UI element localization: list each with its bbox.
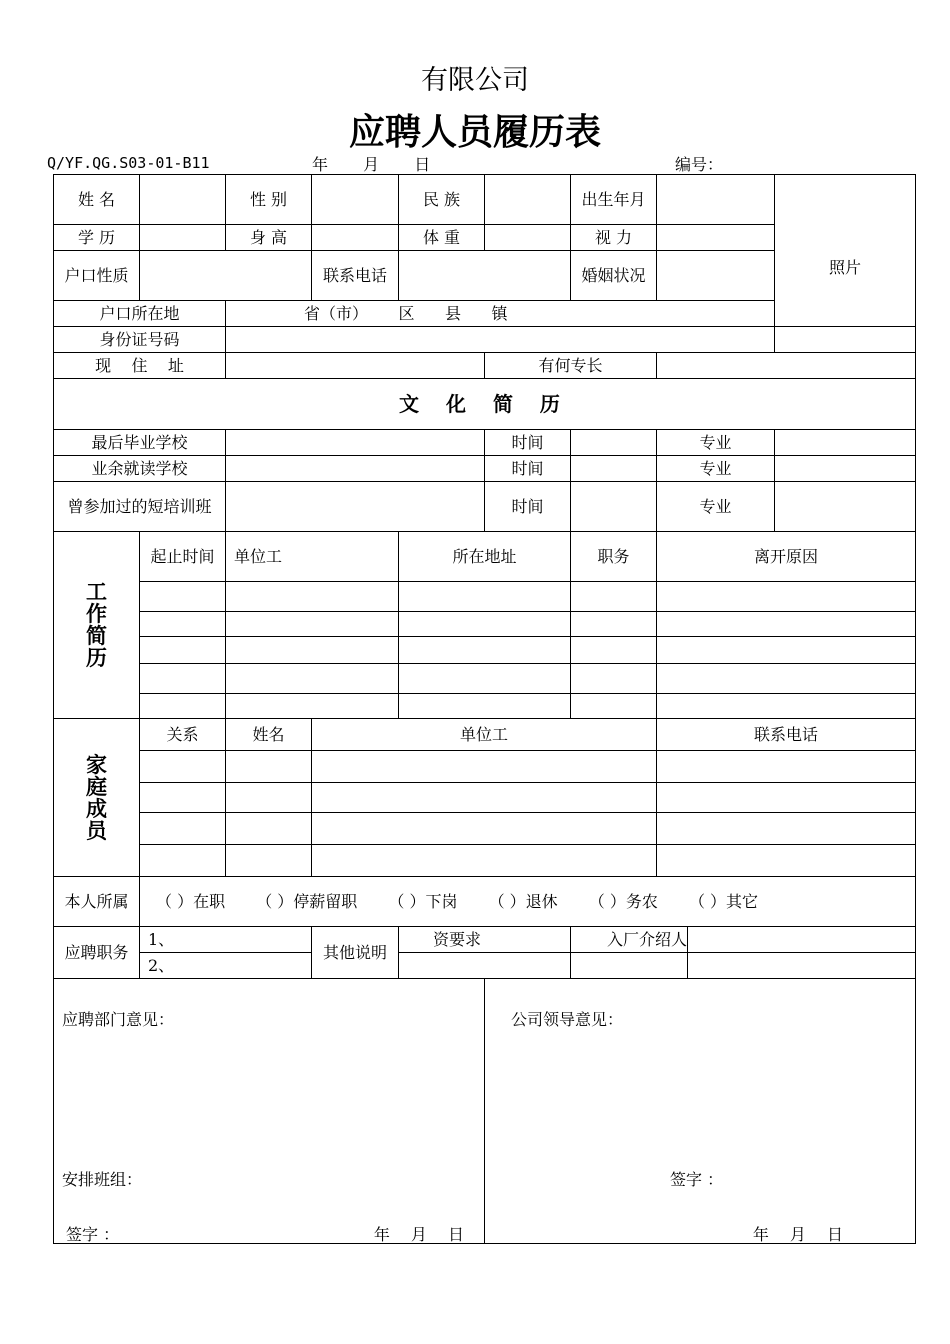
family-cell[interactable] — [226, 845, 312, 877]
family-cell[interactable] — [312, 813, 657, 845]
field-gender[interactable] — [312, 175, 399, 225]
label-ethnicity: 民 族 — [399, 175, 485, 225]
education-time-label: 时间 — [485, 456, 571, 482]
field-major[interactable] — [775, 456, 916, 482]
work-cell[interactable] — [399, 694, 571, 719]
field-marital[interactable] — [657, 251, 775, 301]
status-option-retired[interactable]: （ ）退休 — [488, 892, 558, 911]
work-header: 起止时间 — [140, 532, 226, 582]
family-cell[interactable] — [657, 783, 916, 813]
status-row — [54, 877, 916, 927]
label-specialty: 有何专长 — [485, 353, 657, 379]
form-number-label: 编号： — [675, 155, 724, 174]
field-weight[interactable] — [485, 225, 571, 251]
table-row — [54, 612, 916, 637]
field-major[interactable] — [775, 482, 916, 532]
table-row — [54, 845, 916, 877]
position-2[interactable]: 2、 — [140, 953, 312, 979]
form-date — [312, 152, 460, 175]
row-basic-1 — [54, 175, 916, 225]
education-section-title: 文 化 简 历 — [54, 379, 916, 430]
table-row — [54, 664, 916, 694]
leader-sign-label: 签字 ： — [670, 1170, 724, 1189]
status-option-unpaid-leave[interactable]: （ ）停薪留职 — [256, 892, 358, 911]
family-section-title: 家庭成员 — [86, 752, 107, 843]
label-vision: 视 力 — [571, 225, 657, 251]
dept-sign-label: 签字 ： — [66, 1225, 120, 1244]
field-id-number[interactable] — [226, 327, 775, 353]
resume-form-table — [53, 174, 916, 1244]
family-cell[interactable] — [312, 783, 657, 813]
status-option-employed[interactable]: （ ）在职 — [156, 892, 226, 911]
work-cell[interactable] — [399, 612, 571, 637]
family-cell[interactable] — [312, 845, 657, 877]
page-title: 应聘人员履历表 — [348, 112, 601, 153]
work-cell[interactable] — [140, 694, 226, 719]
hukou-place-units: 省（市） 区 县 镇 — [304, 304, 508, 323]
row-education-title — [54, 379, 916, 430]
work-cell[interactable] — [657, 637, 916, 664]
form-code: Q/YF.QG.S03-01-B11 — [47, 154, 210, 172]
work-cell[interactable] — [657, 612, 916, 637]
family-cell[interactable] — [140, 751, 226, 783]
label-hukou-type: 户口性质 — [54, 251, 140, 301]
education-row — [54, 456, 916, 482]
dept-opinion-label: 应聘部门意见： — [62, 1010, 175, 1029]
education-major-label: 专业 — [657, 482, 775, 532]
date-year: 年 — [312, 155, 329, 174]
salary-label: 资要求 — [399, 927, 571, 953]
status-option-laid-off[interactable]: （ ）下岗 — [388, 892, 458, 911]
status-option-farming[interactable]: （ ）务农 — [588, 892, 658, 911]
salary-field[interactable] — [399, 953, 571, 979]
field-phone[interactable] — [399, 251, 571, 301]
photo-label: 照片 — [828, 258, 861, 277]
family-cell[interactable] — [312, 751, 657, 783]
status-label: 本人所属 — [54, 877, 140, 927]
family-cell[interactable] — [657, 751, 916, 783]
table-row — [54, 751, 916, 783]
table-row — [54, 694, 916, 719]
family-header: 联系电话 — [657, 719, 916, 751]
other-field-2[interactable] — [688, 953, 916, 979]
work-cell[interactable] — [399, 664, 571, 694]
field-hukou-type[interactable] — [140, 251, 312, 301]
work-cell[interactable] — [571, 694, 657, 719]
label-education: 学 历 — [54, 225, 140, 251]
family-cell[interactable] — [657, 845, 916, 877]
education-time-label: 时间 — [485, 430, 571, 456]
position-1[interactable]: 1、 — [140, 927, 312, 953]
status-options — [140, 877, 916, 927]
company-name: 有限公司 — [421, 65, 529, 96]
opinion-row — [54, 979, 916, 1244]
field-height[interactable] — [312, 225, 399, 251]
work-cell[interactable] — [140, 664, 226, 694]
other-label: 其他说明 — [312, 927, 399, 979]
family-cell[interactable] — [140, 845, 226, 877]
family-cell[interactable] — [140, 783, 226, 813]
other-field[interactable] — [571, 953, 688, 979]
table-row — [54, 813, 916, 845]
field-education[interactable] — [140, 225, 226, 251]
education-row-label: 曾参加过的短培训班 — [54, 482, 226, 532]
referrer-label: 入厂介绍人 — [571, 927, 688, 953]
education-major-label: 专业 — [657, 430, 775, 456]
work-cell[interactable] — [226, 694, 399, 719]
work-cell[interactable] — [226, 582, 399, 612]
family-cell[interactable] — [140, 813, 226, 845]
family-cell[interactable] — [226, 751, 312, 783]
field-birth[interactable] — [657, 175, 775, 225]
work-cell[interactable] — [226, 637, 399, 664]
application-row-1 — [54, 927, 916, 953]
work-header: 离开原因 — [657, 532, 916, 582]
label-phone: 联系电话 — [312, 251, 399, 301]
application-row-2 — [54, 953, 916, 979]
dept-date: 年 月 日 — [373, 1225, 464, 1244]
work-cell[interactable] — [140, 637, 226, 664]
family-cell[interactable] — [657, 813, 916, 845]
work-cell[interactable] — [571, 612, 657, 637]
family-header: 姓名 — [226, 719, 312, 751]
work-cell[interactable] — [140, 582, 226, 612]
work-cell[interactable] — [657, 694, 916, 719]
work-section-title: 工作简历 — [86, 580, 107, 670]
education-row — [54, 430, 916, 456]
referrer-field[interactable] — [688, 927, 916, 953]
field-time[interactable] — [571, 456, 657, 482]
work-cell[interactable] — [226, 664, 399, 694]
label-gender: 性 别 — [226, 175, 312, 225]
label-hukou-place: 户口所在地 — [54, 301, 226, 327]
row-basic-5 — [54, 327, 916, 353]
photo-box[interactable] — [775, 175, 916, 327]
date-month: 月 — [363, 155, 380, 174]
label-id-number: 身份证号码 — [54, 327, 226, 353]
photo-below — [775, 327, 916, 353]
education-time-label: 时间 — [485, 482, 571, 532]
field-address[interactable] — [226, 353, 485, 379]
family-header-row — [54, 719, 916, 751]
label-birth: 出生年月 — [571, 175, 657, 225]
position-label: 应聘职务 — [54, 927, 140, 979]
table-row — [54, 783, 916, 813]
field-school[interactable] — [226, 456, 485, 482]
table-row — [54, 582, 916, 612]
field-specialty[interactable] — [657, 353, 916, 379]
field-hukou-place[interactable] — [226, 301, 775, 327]
education-major-label: 专业 — [657, 456, 775, 482]
family-section-title-cell — [54, 719, 140, 877]
work-cell[interactable] — [399, 637, 571, 664]
table-row — [54, 637, 916, 664]
date-day: 日 — [414, 155, 431, 174]
leader-date: 年 月 日 — [752, 1225, 843, 1244]
family-header: 关系 — [140, 719, 226, 751]
education-row — [54, 482, 916, 532]
status-option-other[interactable]: （ ）其它 — [688, 892, 759, 911]
work-cell[interactable] — [571, 664, 657, 694]
row-basic-6 — [54, 353, 916, 379]
field-vision[interactable] — [657, 225, 775, 251]
work-cell[interactable] — [571, 582, 657, 612]
work-cell[interactable] — [399, 582, 571, 612]
work-header: 单位工 — [226, 532, 399, 582]
label-address: 现 住 址 — [54, 353, 226, 379]
field-major[interactable] — [775, 430, 916, 456]
work-cell[interactable] — [657, 664, 916, 694]
education-row-label: 业余就读学校 — [54, 456, 226, 482]
work-header-row — [54, 532, 916, 582]
education-row-label: 最后毕业学校 — [54, 430, 226, 456]
arrange-team-label: 安排班组： — [62, 1170, 143, 1189]
leader-opinion-label: 公司领导意见： — [511, 1010, 624, 1029]
label-weight: 体 重 — [399, 225, 485, 251]
field-school[interactable] — [226, 430, 485, 456]
work-header: 职务 — [571, 532, 657, 582]
field-name[interactable] — [140, 175, 226, 225]
work-cell[interactable] — [571, 637, 657, 664]
leader-opinion-box[interactable] — [485, 979, 916, 1244]
work-cell[interactable] — [140, 612, 226, 637]
work-cell[interactable] — [226, 612, 399, 637]
family-cell[interactable] — [226, 783, 312, 813]
dept-opinion-box[interactable] — [54, 979, 485, 1244]
family-cell[interactable] — [226, 813, 312, 845]
work-header: 所在地址 — [399, 532, 571, 582]
family-header: 单位工 — [312, 719, 657, 751]
label-marital: 婚姻状况 — [571, 251, 657, 301]
work-cell[interactable] — [657, 582, 916, 612]
label-name: 姓 名 — [54, 175, 140, 225]
field-school[interactable] — [226, 482, 485, 532]
field-time[interactable] — [571, 482, 657, 532]
label-height: 身 高 — [226, 225, 312, 251]
field-time[interactable] — [571, 430, 657, 456]
field-ethnicity[interactable] — [485, 175, 571, 225]
work-section-title-cell — [54, 532, 140, 719]
